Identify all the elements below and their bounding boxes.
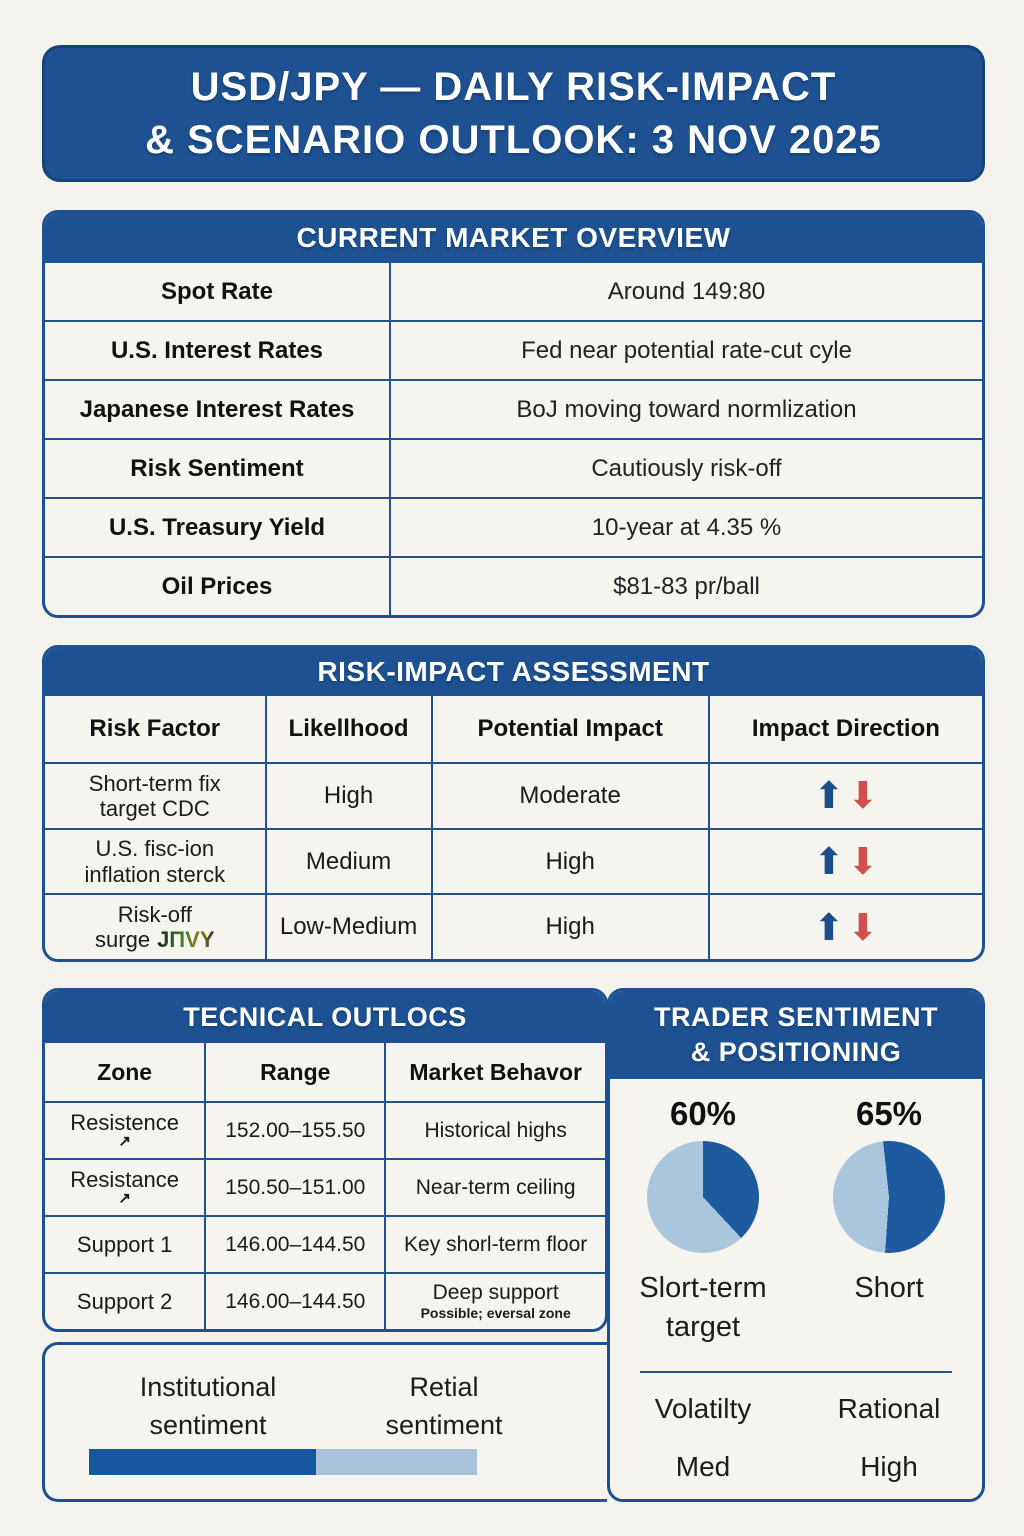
pie-label-line1: Slort-term xyxy=(639,1272,767,1304)
row-label: Risk Sentiment xyxy=(45,440,391,497)
pie-wrap xyxy=(796,1141,982,1253)
behavior-sub: Possible; eversal zone xyxy=(420,1305,571,1322)
row-label: U.S. Interest Rates xyxy=(45,322,391,379)
impact-cell: High xyxy=(433,895,710,959)
sentiment-bar-institutional xyxy=(89,1449,316,1475)
zone-label: Resistance xyxy=(70,1167,180,1193)
divider xyxy=(640,1371,952,1373)
row-value: $81-83 pr/ball xyxy=(613,572,760,600)
behavior-cell: Key shorl-term floor xyxy=(404,1232,588,1256)
risk-factor-line2: target CDC xyxy=(99,795,210,821)
pie-labels-row xyxy=(610,1269,982,1347)
sentiment-pie xyxy=(833,1141,945,1253)
up-arrow-icon: ⬆ xyxy=(813,841,845,882)
column-header: Potential Impact xyxy=(433,696,710,762)
risk-assessment-table xyxy=(45,696,982,959)
risk-factor-line1: U.S. fisc-ion xyxy=(95,836,215,862)
trader-sentiment-header xyxy=(610,991,982,1079)
label-line1: Retial xyxy=(409,1372,479,1402)
trend-up-icon: ↗ xyxy=(118,1190,131,1208)
column-header: Risk Factor xyxy=(45,696,267,762)
range-cell: 150.50–151.00 xyxy=(206,1160,386,1215)
technical-outlook-table xyxy=(45,1043,605,1329)
column-header: Impact Direction xyxy=(751,715,940,742)
range-cell: 152.00–155.50 xyxy=(206,1103,386,1158)
trader-header-line1: TRADER SENTIMENT xyxy=(654,1001,938,1032)
risk-factor-line2: inflation sterck xyxy=(84,861,226,887)
pie-label xyxy=(796,1269,982,1347)
table-row xyxy=(45,1272,605,1329)
row-value: BoJ moving toward normlization xyxy=(516,395,857,423)
risk-factor-cell xyxy=(45,764,267,828)
row-value: Around 149:80 xyxy=(607,277,766,305)
risk-factor-line1: Short-term fix xyxy=(88,770,221,796)
row-label: Oil Prices xyxy=(45,558,391,615)
up-arrow-icon: ⬆ xyxy=(813,906,845,948)
table-row xyxy=(45,438,982,497)
zone-label: Support 1 xyxy=(76,1231,173,1257)
pie-label-line1: Short xyxy=(854,1272,924,1304)
stat xyxy=(610,1393,796,1483)
stat-value: High xyxy=(860,1451,918,1483)
impact-direction-cell xyxy=(710,764,982,828)
behavior-cell xyxy=(386,1274,605,1329)
sentiment-pie xyxy=(647,1141,759,1253)
pie-label xyxy=(610,1269,796,1347)
likelihood-cell: High xyxy=(267,764,433,828)
stat xyxy=(796,1393,982,1483)
range-cell: 146.00–144.50 xyxy=(206,1217,386,1272)
impact-direction-cell xyxy=(710,895,982,959)
pie-percentage: 60% xyxy=(669,1095,737,1132)
pie-charts-row xyxy=(610,1141,982,1253)
table-row xyxy=(45,1215,605,1272)
impact-direction-cell xyxy=(710,830,982,894)
stat-name: Volatilty xyxy=(654,1393,752,1425)
down-arrow-icon: ⬇ xyxy=(847,841,879,882)
risk-factor-line2 xyxy=(95,927,215,952)
zone-label: Resistence xyxy=(70,1110,180,1136)
stats-row xyxy=(610,1393,982,1483)
likelihood-cell: Low-Medium xyxy=(267,895,433,959)
pie-percentage-labels xyxy=(610,1095,982,1133)
behavior-main: Deep support xyxy=(432,1281,559,1305)
zone-cell xyxy=(45,1103,206,1158)
risk-assessment-panel xyxy=(42,645,985,962)
row-label: Japanese Interest Rates xyxy=(45,381,391,438)
institutional-sentiment-label xyxy=(90,1369,326,1445)
row-value: 10-year at 4.35 % xyxy=(591,513,782,541)
zone-cell xyxy=(45,1274,206,1329)
table-row xyxy=(45,263,982,320)
column-header: Likellhood xyxy=(267,696,433,762)
garbled-jpy-text: JΠVY xyxy=(157,927,215,953)
risk-factor-line1: Risk-off xyxy=(117,901,192,927)
stat-value: Med xyxy=(675,1451,731,1483)
technical-outlook-header: TECNICAL OUTLOCS xyxy=(45,991,605,1043)
column-header: Range xyxy=(206,1043,386,1101)
pie-label-line2: target xyxy=(665,1311,741,1344)
down-arrow-icon: ⬇ xyxy=(847,775,879,817)
zone-cell xyxy=(45,1160,206,1215)
label-line1: Institutional xyxy=(139,1372,277,1402)
trader-sentiment-panel xyxy=(607,988,985,1502)
risk-assessment-header: RISK-IMPACT ASSESSMENT xyxy=(45,648,982,696)
row-value: Cautiously risk-off xyxy=(591,454,782,482)
table-header-row xyxy=(45,696,982,762)
market-overview-header: CURRENT MARKET OVERVIEW xyxy=(45,213,982,263)
risk-factor-word: surge xyxy=(95,927,151,953)
table-row xyxy=(45,320,982,379)
risk-factor-cell xyxy=(45,830,267,894)
table-row xyxy=(45,556,982,615)
behavior-cell: Near-term ceiling xyxy=(415,1175,576,1199)
pie-percentage: 65% xyxy=(855,1095,923,1132)
title-banner xyxy=(42,45,985,182)
row-label: Spot Rate xyxy=(45,263,391,320)
trend-up-icon: ↗ xyxy=(118,1133,131,1151)
sentiment-bar xyxy=(89,1449,477,1475)
impact-cell: High xyxy=(433,830,710,894)
page-title-line1: USD/JPY — DAILY RISK-IMPACT xyxy=(190,64,837,109)
table-row xyxy=(45,379,982,438)
sentiment-labels xyxy=(45,1369,607,1445)
label-line2: sentiment xyxy=(149,1409,267,1440)
likelihood-cell: Medium xyxy=(267,830,433,894)
table-header-row xyxy=(45,1043,605,1101)
row-label: U.S. Treasury Yield xyxy=(45,499,391,556)
risk-factor-cell xyxy=(45,895,267,959)
pie-wrap xyxy=(610,1141,796,1253)
behavior-cell: Historical highs xyxy=(424,1118,567,1142)
retail-sentiment-label xyxy=(326,1369,562,1445)
table-row xyxy=(45,828,982,894)
technical-outlook-panel xyxy=(42,988,608,1332)
table-row xyxy=(45,1158,605,1215)
sentiment-bar-retail xyxy=(316,1449,477,1475)
column-header: Zone xyxy=(45,1043,206,1101)
range-cell: 146.00–144.50 xyxy=(206,1274,386,1329)
table-row xyxy=(45,893,982,959)
market-overview-panel xyxy=(42,210,985,618)
market-overview-table xyxy=(45,263,982,615)
zone-cell xyxy=(45,1217,206,1272)
column-header: Market Behavor xyxy=(409,1058,582,1085)
page-title-line2: & SCENARIO OUTLOOK: 3 NOV 2025 xyxy=(145,117,882,162)
sentiment-comparison-panel xyxy=(42,1342,607,1502)
down-arrow-icon: ⬇ xyxy=(847,906,879,948)
label-line2: sentiment xyxy=(385,1409,503,1440)
table-row xyxy=(45,762,982,828)
up-arrow-icon: ⬆ xyxy=(813,775,845,817)
row-value: Fed near potential rate-cut cyle xyxy=(521,336,852,364)
impact-cell: Moderate xyxy=(433,764,710,828)
trader-header-line2: & POSITIONING xyxy=(690,1037,902,1067)
table-row xyxy=(45,497,982,556)
zone-label: Support 2 xyxy=(76,1288,173,1314)
stat-name: Rational xyxy=(837,1393,941,1425)
table-row xyxy=(45,1101,605,1158)
